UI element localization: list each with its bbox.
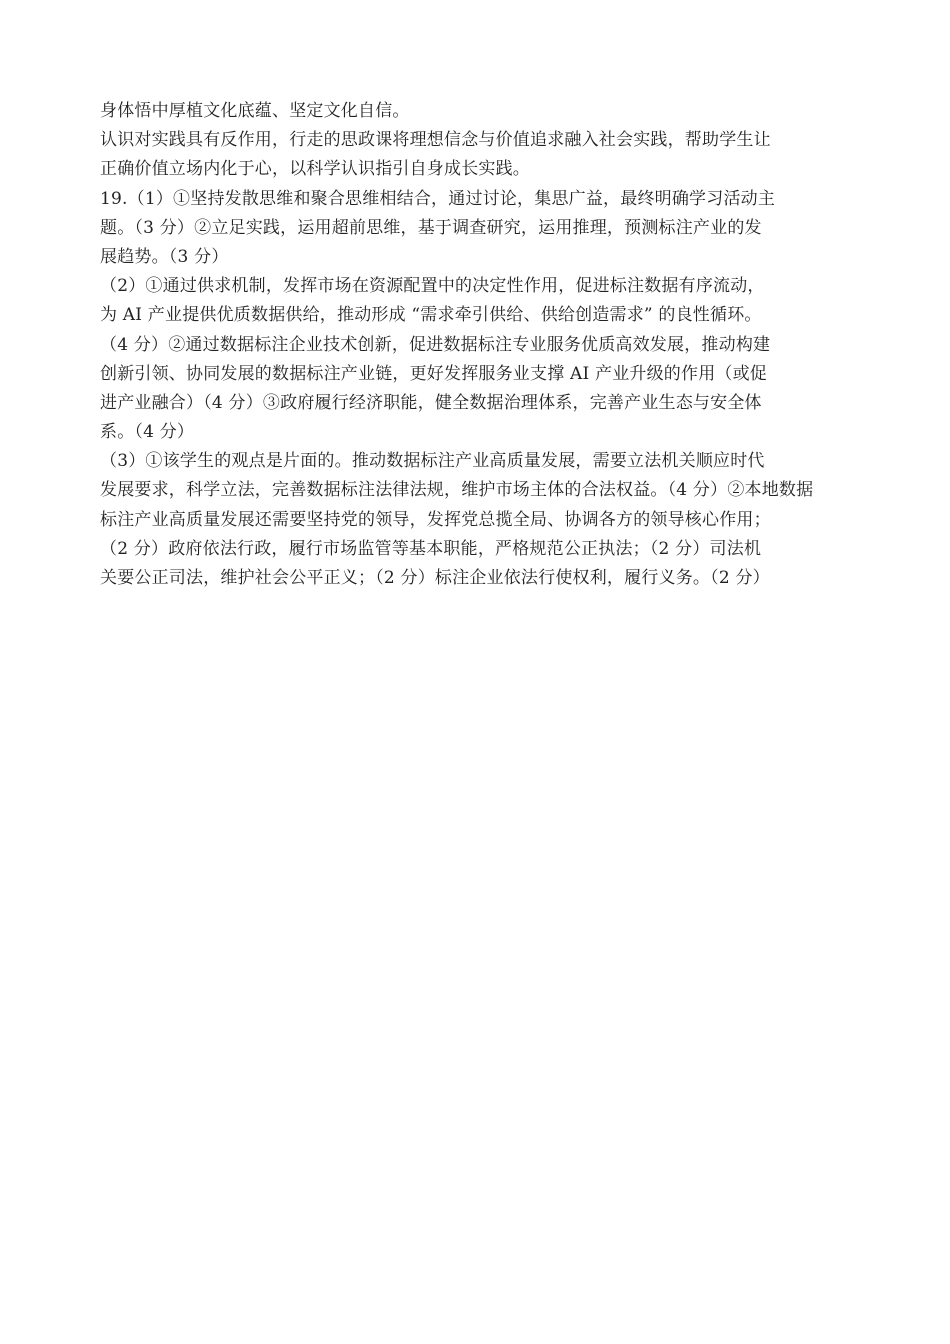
text-line: 系。（4 分） [100,422,195,443]
question-19-part-1-line: 19.（1）①坚持发散思维和聚合思维相结合，通过讨论，集思广益，最终明确学习活动主 [100,188,776,209]
text-line: （2 分）政府依法行政，履行市场监管等基本职能，严格规范公正执法；（2 分）司法机 [100,538,762,559]
text-line: 关要公正司法，维护社会公平正义；（2 分）标注企业依法行使权利，履行义务。（2 分） [100,568,770,588]
text-line: 正确价值立场内化于心，以科学认识指引自身成长实践。 [100,159,530,180]
text-line: 为 AI 产业提供优质数据供给，推动形成 “需求牵引供给、供给创造需求” 的良性循环。 [100,305,762,326]
text-line: 展趋势。（3 分） [100,246,229,267]
text-line: 题。（3 分）②立足实践，运用超前思维，基于调查研究，运用推理，预测标注产业的发 [100,217,762,238]
question-19-part-3-line: （3）①该学生的观点是片面的。推动数据标注产业高质量发展，需要立法机关顺应时代 [100,451,765,472]
question-19-part-2-line: （2）①通过供求机制，发挥市场在资源配置中的决定性作用，促进标注数据有序流动， [100,276,765,297]
text-line: 进产业融合）（4 分）③政府履行经济职能，健全数据治理体系，完善产业生态与安全体 [100,392,762,413]
text-line: 发展要求，科学立法，完善数据标注法律法规，维护市场主体的合法权益。（4 分）②本地数据 [100,480,814,501]
text-line: （4 分）②通过数据标注企业技术创新，促进数据标注专业服务优质高效发展，推动构建 [100,334,771,355]
text-line: 身体悟中厚植文化底蕴、坚定文化自信。 [100,101,410,121]
text-line: 认识对实践具有反作用，行走的思政课将理想信念与价值追求融入社会实践，帮助学生让 [100,130,771,151]
text-line: 创新引领、协同发展的数据标注产业链，更好发挥服务业支撑 AI 产业升级的作用（或促 [100,363,767,384]
text-line: 标注产业高质量发展还需要坚持党的领导，发挥党总揽全局、协调各方的领导核心作用； [100,509,771,530]
answer-text-block [100,97,850,593]
